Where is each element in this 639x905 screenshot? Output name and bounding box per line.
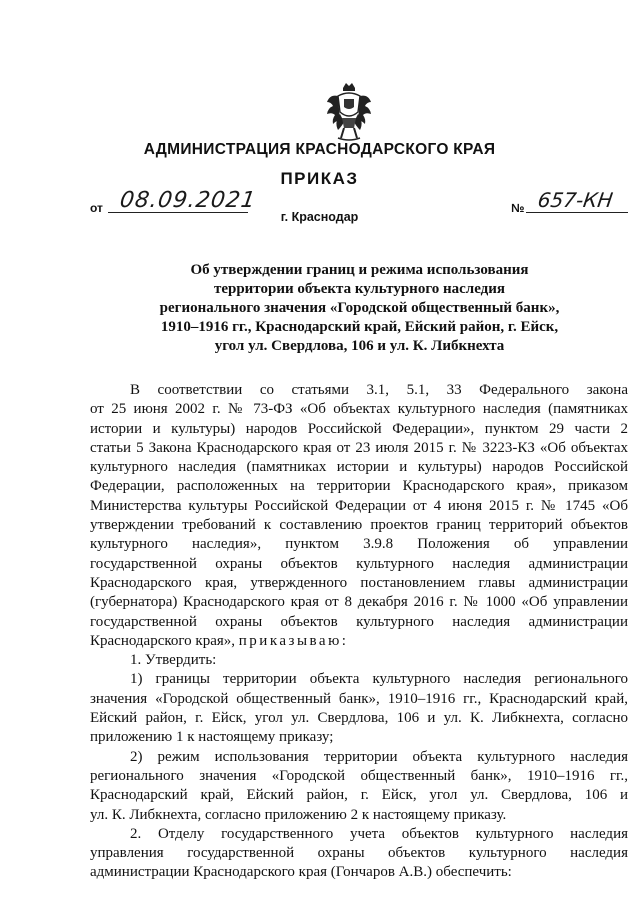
body-line: утверждении требований к составлению проектов границ территорий объектов — [90, 517, 628, 534]
body-line-last: ул. К. Либкнехта, согласно приложению 2 к настоящему приказу. — [90, 806, 507, 823]
body-line: 2. Отделу государственного учета объектов культурного наследия — [130, 825, 628, 842]
body-line-last — [90, 632, 628, 651]
number-value: 657-КН — [536, 188, 615, 212]
body-line: Краснодарский край, Ейский район, г. Ейск, угол ул. Свердлова, 106 и — [90, 787, 628, 804]
body-line: статьи 5 Закона Краснодарского края от 23 июля 2015 г. № 3223-КЗ «Об объектах — [90, 439, 628, 456]
order-word: приказываю: — [238, 632, 349, 649]
date-value: 08.09.2021 — [118, 188, 258, 213]
document-type: ПРИКАЗ — [280, 169, 359, 188]
title-line: территории объекта культурного наследия — [213, 281, 506, 297]
title-line: 1910–1916 гг., Краснодарский край, Ейский район, г. Ейск, — [160, 319, 559, 335]
item-heading: 1. Утвердить: — [130, 652, 217, 669]
body-line: от 25 июня 2002 г. № 73-ФЗ «Об объектах культурного наследия (памятниках — [90, 401, 628, 418]
body-line: В соответствии со статьями 3.1, 5.1, 33 Федерального закона — [130, 382, 628, 398]
number-label: № — [511, 201, 525, 215]
body-line: 1) границы территории объекта культурного наследия регионального — [130, 671, 628, 688]
organization-name: АДМИНИСТРАЦИЯ КРАСНОДАРСКОГО КРАЯ — [143, 141, 496, 158]
body-line-last: приложению 1 к настоящему приказу; — [90, 729, 334, 746]
coat-of-arms-icon — [326, 80, 372, 144]
title-line: Об утверждении границ и режима использования — [190, 262, 529, 278]
body-line: культурного наследия», пунктом 3.9.8 Положения об управлении — [90, 536, 628, 553]
preamble-end: Краснодарского края», — [90, 632, 239, 649]
body-line: Министерства культуры Российской Федерации от 4 июня 2015 г. № 1745 «Об — [90, 497, 628, 514]
city: г. Краснодар — [280, 210, 359, 224]
body-line: государственной охраны объектов культурного наследия администрации — [90, 613, 628, 630]
body-line: культурного наследия (памятниках истории и культуры) народов Российской — [90, 459, 628, 476]
body-line: регионального значения «Городской общественный банк», 1910–1916 гг., — [90, 767, 628, 784]
body-line: значения «Городской общественный банк», 1910–1916 гг., Краснодарский край, — [90, 690, 628, 707]
body-line: истории и культуры) народов Российской Федерации», пунктом 29 части 2 — [90, 420, 628, 437]
title-line: угол ул. Свердлова, 106 и ул. К. Либкнехта — [214, 338, 505, 354]
body-line: 2) режим использования территории объекта культурного наследия — [130, 748, 628, 765]
body-line: Федерации, расположенных на территории Краснодарского края», приказом — [90, 478, 628, 495]
body-line: государственной охраны объектов культурного наследия администрации — [90, 555, 628, 572]
body-line: управления государственной охраны объектов культурного наследия — [90, 845, 628, 862]
body-line: (губернатора) Краснодарского края от 8 декабря 2016 г. № 1000 «Об управлении — [90, 594, 628, 611]
body-line: Ейский район, г. Ейск, угол ул. Свердлова, 106 и ул. К. Либкнехта, согласно — [90, 710, 628, 727]
title-line: регионального значения «Городской общественный банк», — [159, 300, 560, 316]
body-line-last: администрации Краснодарского края (Гончаров А.В.) обеспечить: — [90, 864, 512, 881]
document-title — [90, 261, 629, 356]
document-body — [90, 381, 628, 883]
body-line: Краснодарского края, утвержденного постановлением главы администрации — [90, 574, 628, 591]
date-label: от — [90, 201, 103, 215]
